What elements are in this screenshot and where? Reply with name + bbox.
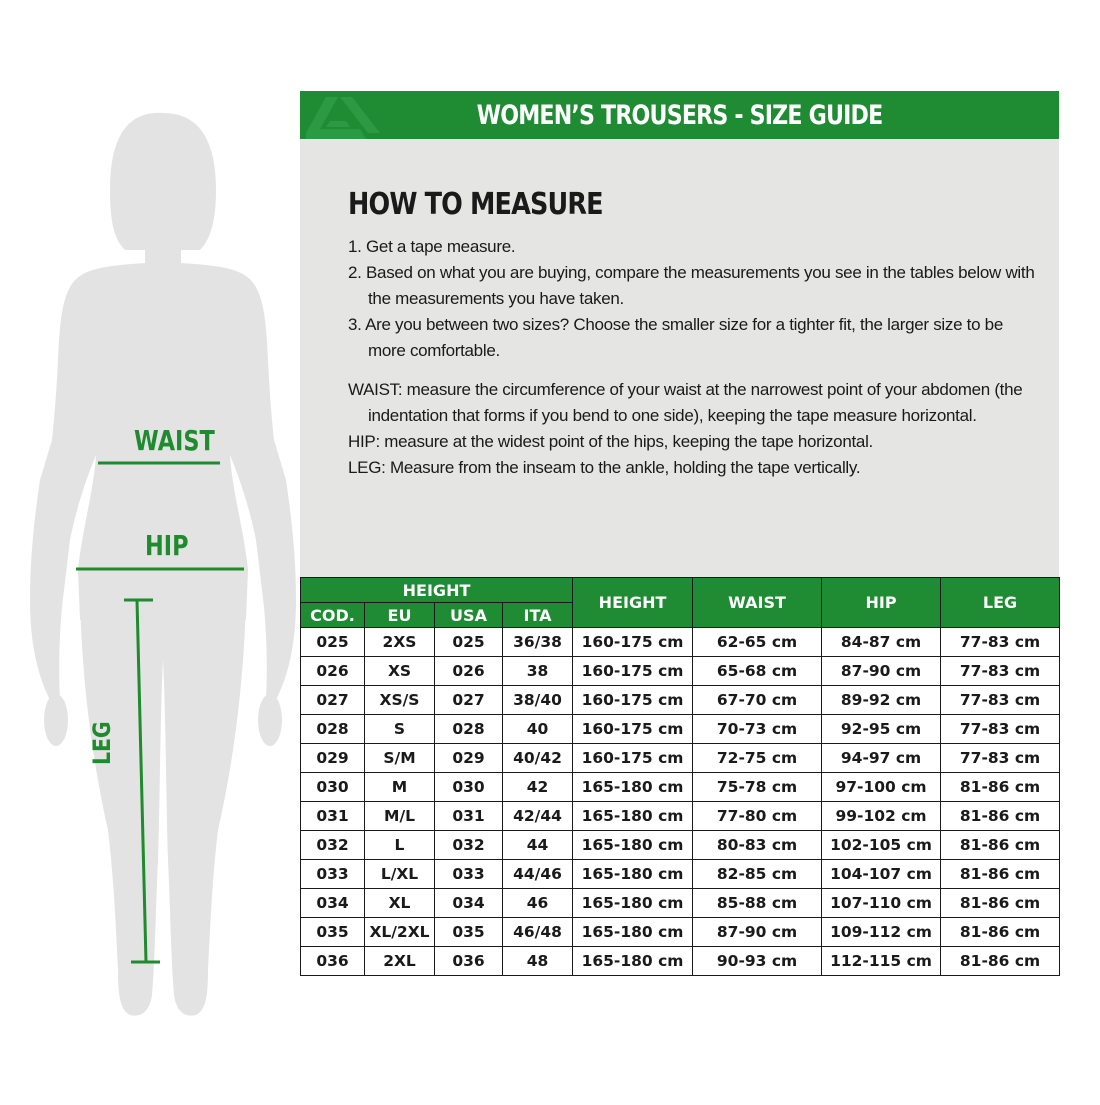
ita-cell: 36/38 [503, 628, 573, 657]
waist-cell: 82-85 cm [693, 860, 822, 889]
eu-cell: L/XL [365, 860, 435, 889]
table-row [301, 657, 1060, 686]
waist-cell: 80-83 cm [693, 831, 822, 860]
height-cell: 165-180 cm [573, 773, 693, 802]
hip-cell: 107-110 cm [822, 889, 941, 918]
eu-cell: S [365, 715, 435, 744]
column-header-leg: LEG [941, 578, 1060, 628]
how-to-measure-title: HOW TO MEASURE [348, 187, 603, 222]
usa-cell: 031 [435, 802, 503, 831]
column-header-ita: ITA [503, 603, 573, 628]
step-item: 3. Are you between two sizes? Choose the smaller size for a tighter fit, the larger size to be more comfortable. [348, 315, 1003, 360]
column-header-height: HEIGHT [573, 578, 693, 628]
header-bar [300, 91, 1059, 139]
cod-cell: 026 [301, 657, 365, 686]
hip-cell: 112-115 cm [822, 947, 941, 976]
eu-cell: XL/2XL [365, 918, 435, 947]
hip-cell: 87-90 cm [822, 657, 941, 686]
hip-cell: 89-92 cm [822, 686, 941, 715]
cod-cell: 029 [301, 744, 365, 773]
leg-cell: 77-83 cm [941, 628, 1060, 657]
height-cell: 160-175 cm [573, 686, 693, 715]
height-cell: 160-175 cm [573, 715, 693, 744]
table-row [301, 889, 1060, 918]
hip-cell: 102-105 cm [822, 831, 941, 860]
leg-label: LEG [88, 721, 116, 765]
ita-cell: 42/44 [503, 802, 573, 831]
height-cell: 160-175 cm [573, 628, 693, 657]
waist-cell: 65-68 cm [693, 657, 822, 686]
cod-cell: 032 [301, 831, 365, 860]
eu-cell: 2XS [365, 628, 435, 657]
column-header-eu: EU [365, 603, 435, 628]
usa-cell: 025 [435, 628, 503, 657]
hip-cell: 104-107 cm [822, 860, 941, 889]
waist-cell: 62-65 cm [693, 628, 822, 657]
leg-cell: 81-86 cm [941, 773, 1060, 802]
hip-cell: 97-100 cm [822, 773, 941, 802]
ita-cell: 44/46 [503, 860, 573, 889]
cod-cell: 025 [301, 628, 365, 657]
page-title: WOMEN’S TROUSERS - SIZE GUIDE [476, 100, 883, 131]
column-header-usa: USA [435, 603, 503, 628]
body-figure [0, 0, 300, 1100]
height-cell: 165-180 cm [573, 918, 693, 947]
usa-cell: 028 [435, 715, 503, 744]
usa-cell: 035 [435, 918, 503, 947]
leg-cell: 77-83 cm [941, 686, 1060, 715]
hip-cell: 92-95 cm [822, 715, 941, 744]
column-header-hip: HIP [822, 578, 941, 628]
cod-cell: 034 [301, 889, 365, 918]
ita-cell: 40 [503, 715, 573, 744]
height-group-header: HEIGHT [301, 578, 573, 603]
definition-leg: LEG: Measure from the inseam to the ankle, holding the tape vertically. [348, 458, 861, 477]
size-table-body [301, 628, 1060, 976]
ita-cell: 48 [503, 947, 573, 976]
hip-cell: 109-112 cm [822, 918, 941, 947]
step-item: 1. Get a tape measure. [348, 237, 516, 256]
ita-cell: 40/42 [503, 744, 573, 773]
eu-cell: XL [365, 889, 435, 918]
leg-cell: 81-86 cm [941, 831, 1060, 860]
leg-cell: 81-86 cm [941, 802, 1060, 831]
eu-cell: XS [365, 657, 435, 686]
usa-cell: 030 [435, 773, 503, 802]
usa-cell: 036 [435, 947, 503, 976]
definition-hip: HIP: measure at the widest point of the hips, keeping the tape horizontal. [348, 432, 873, 451]
height-cell: 165-180 cm [573, 889, 693, 918]
usa-cell: 026 [435, 657, 503, 686]
table-row [301, 686, 1060, 715]
column-header-cod: COD. [301, 603, 365, 628]
usa-cell: 034 [435, 889, 503, 918]
usa-cell: 033 [435, 860, 503, 889]
instructions [348, 234, 1038, 481]
ita-cell: 38 [503, 657, 573, 686]
waist-cell: 75-78 cm [693, 773, 822, 802]
waist-label: WAIST [134, 424, 215, 457]
table-row [301, 918, 1060, 947]
cod-cell: 028 [301, 715, 365, 744]
definition-waist: WAIST: measure the circumference of your waist at the narrowest point of your abdomen (the indentation that forms if you bend to one side), keeping the tape measure horizontal. [348, 380, 1023, 425]
waist-cell: 87-90 cm [693, 918, 822, 947]
height-cell: 160-175 cm [573, 657, 693, 686]
table-row [301, 715, 1060, 744]
ita-cell: 38/40 [503, 686, 573, 715]
ita-cell: 46/48 [503, 918, 573, 947]
usa-cell: 029 [435, 744, 503, 773]
hip-cell: 94-97 cm [822, 744, 941, 773]
waist-cell: 70-73 cm [693, 715, 822, 744]
column-header-waist: WAIST [693, 578, 822, 628]
height-cell: 165-180 cm [573, 947, 693, 976]
waist-cell: 90-93 cm [693, 947, 822, 976]
eu-cell: M/L [365, 802, 435, 831]
leg-cell: 77-83 cm [941, 715, 1060, 744]
cod-cell: 030 [301, 773, 365, 802]
cod-cell: 035 [301, 918, 365, 947]
height-cell: 165-180 cm [573, 860, 693, 889]
leg-cell: 81-86 cm [941, 860, 1060, 889]
cod-cell: 036 [301, 947, 365, 976]
hip-cell: 99-102 cm [822, 802, 941, 831]
waist-cell: 85-88 cm [693, 889, 822, 918]
usa-cell: 032 [435, 831, 503, 860]
height-cell: 165-180 cm [573, 831, 693, 860]
waist-cell: 67-70 cm [693, 686, 822, 715]
eu-cell: M [365, 773, 435, 802]
leg-cell: 81-86 cm [941, 889, 1060, 918]
ita-cell: 44 [503, 831, 573, 860]
height-cell: 165-180 cm [573, 802, 693, 831]
hip-label: HIP [145, 529, 189, 562]
leg-cell: 81-86 cm [941, 918, 1060, 947]
table-row [301, 947, 1060, 976]
cod-cell: 031 [301, 802, 365, 831]
how-to-measure-panel [300, 139, 1059, 577]
ita-cell: 46 [503, 889, 573, 918]
waist-cell: 72-75 cm [693, 744, 822, 773]
table-row [301, 744, 1060, 773]
eu-cell: S/M [365, 744, 435, 773]
table-row [301, 773, 1060, 802]
table-row [301, 860, 1060, 889]
usa-cell: 027 [435, 686, 503, 715]
table-row [301, 628, 1060, 657]
leg-cell: 77-83 cm [941, 657, 1060, 686]
waist-cell: 77-80 cm [693, 802, 822, 831]
cod-cell: 033 [301, 860, 365, 889]
table-row [301, 831, 1060, 860]
hip-cell: 84-87 cm [822, 628, 941, 657]
table-row [301, 802, 1060, 831]
ita-cell: 42 [503, 773, 573, 802]
eu-cell: XS/S [365, 686, 435, 715]
cod-cell: 027 [301, 686, 365, 715]
leg-cell: 81-86 cm [941, 947, 1060, 976]
eu-cell: L [365, 831, 435, 860]
step-item: 2. Based on what you are buying, compare the measurements you see in the tables below with the measurements you have taken. [348, 263, 1035, 308]
leg-cell: 77-83 cm [941, 744, 1060, 773]
size-table [300, 577, 1060, 976]
eu-cell: 2XL [365, 947, 435, 976]
height-cell: 160-175 cm [573, 744, 693, 773]
